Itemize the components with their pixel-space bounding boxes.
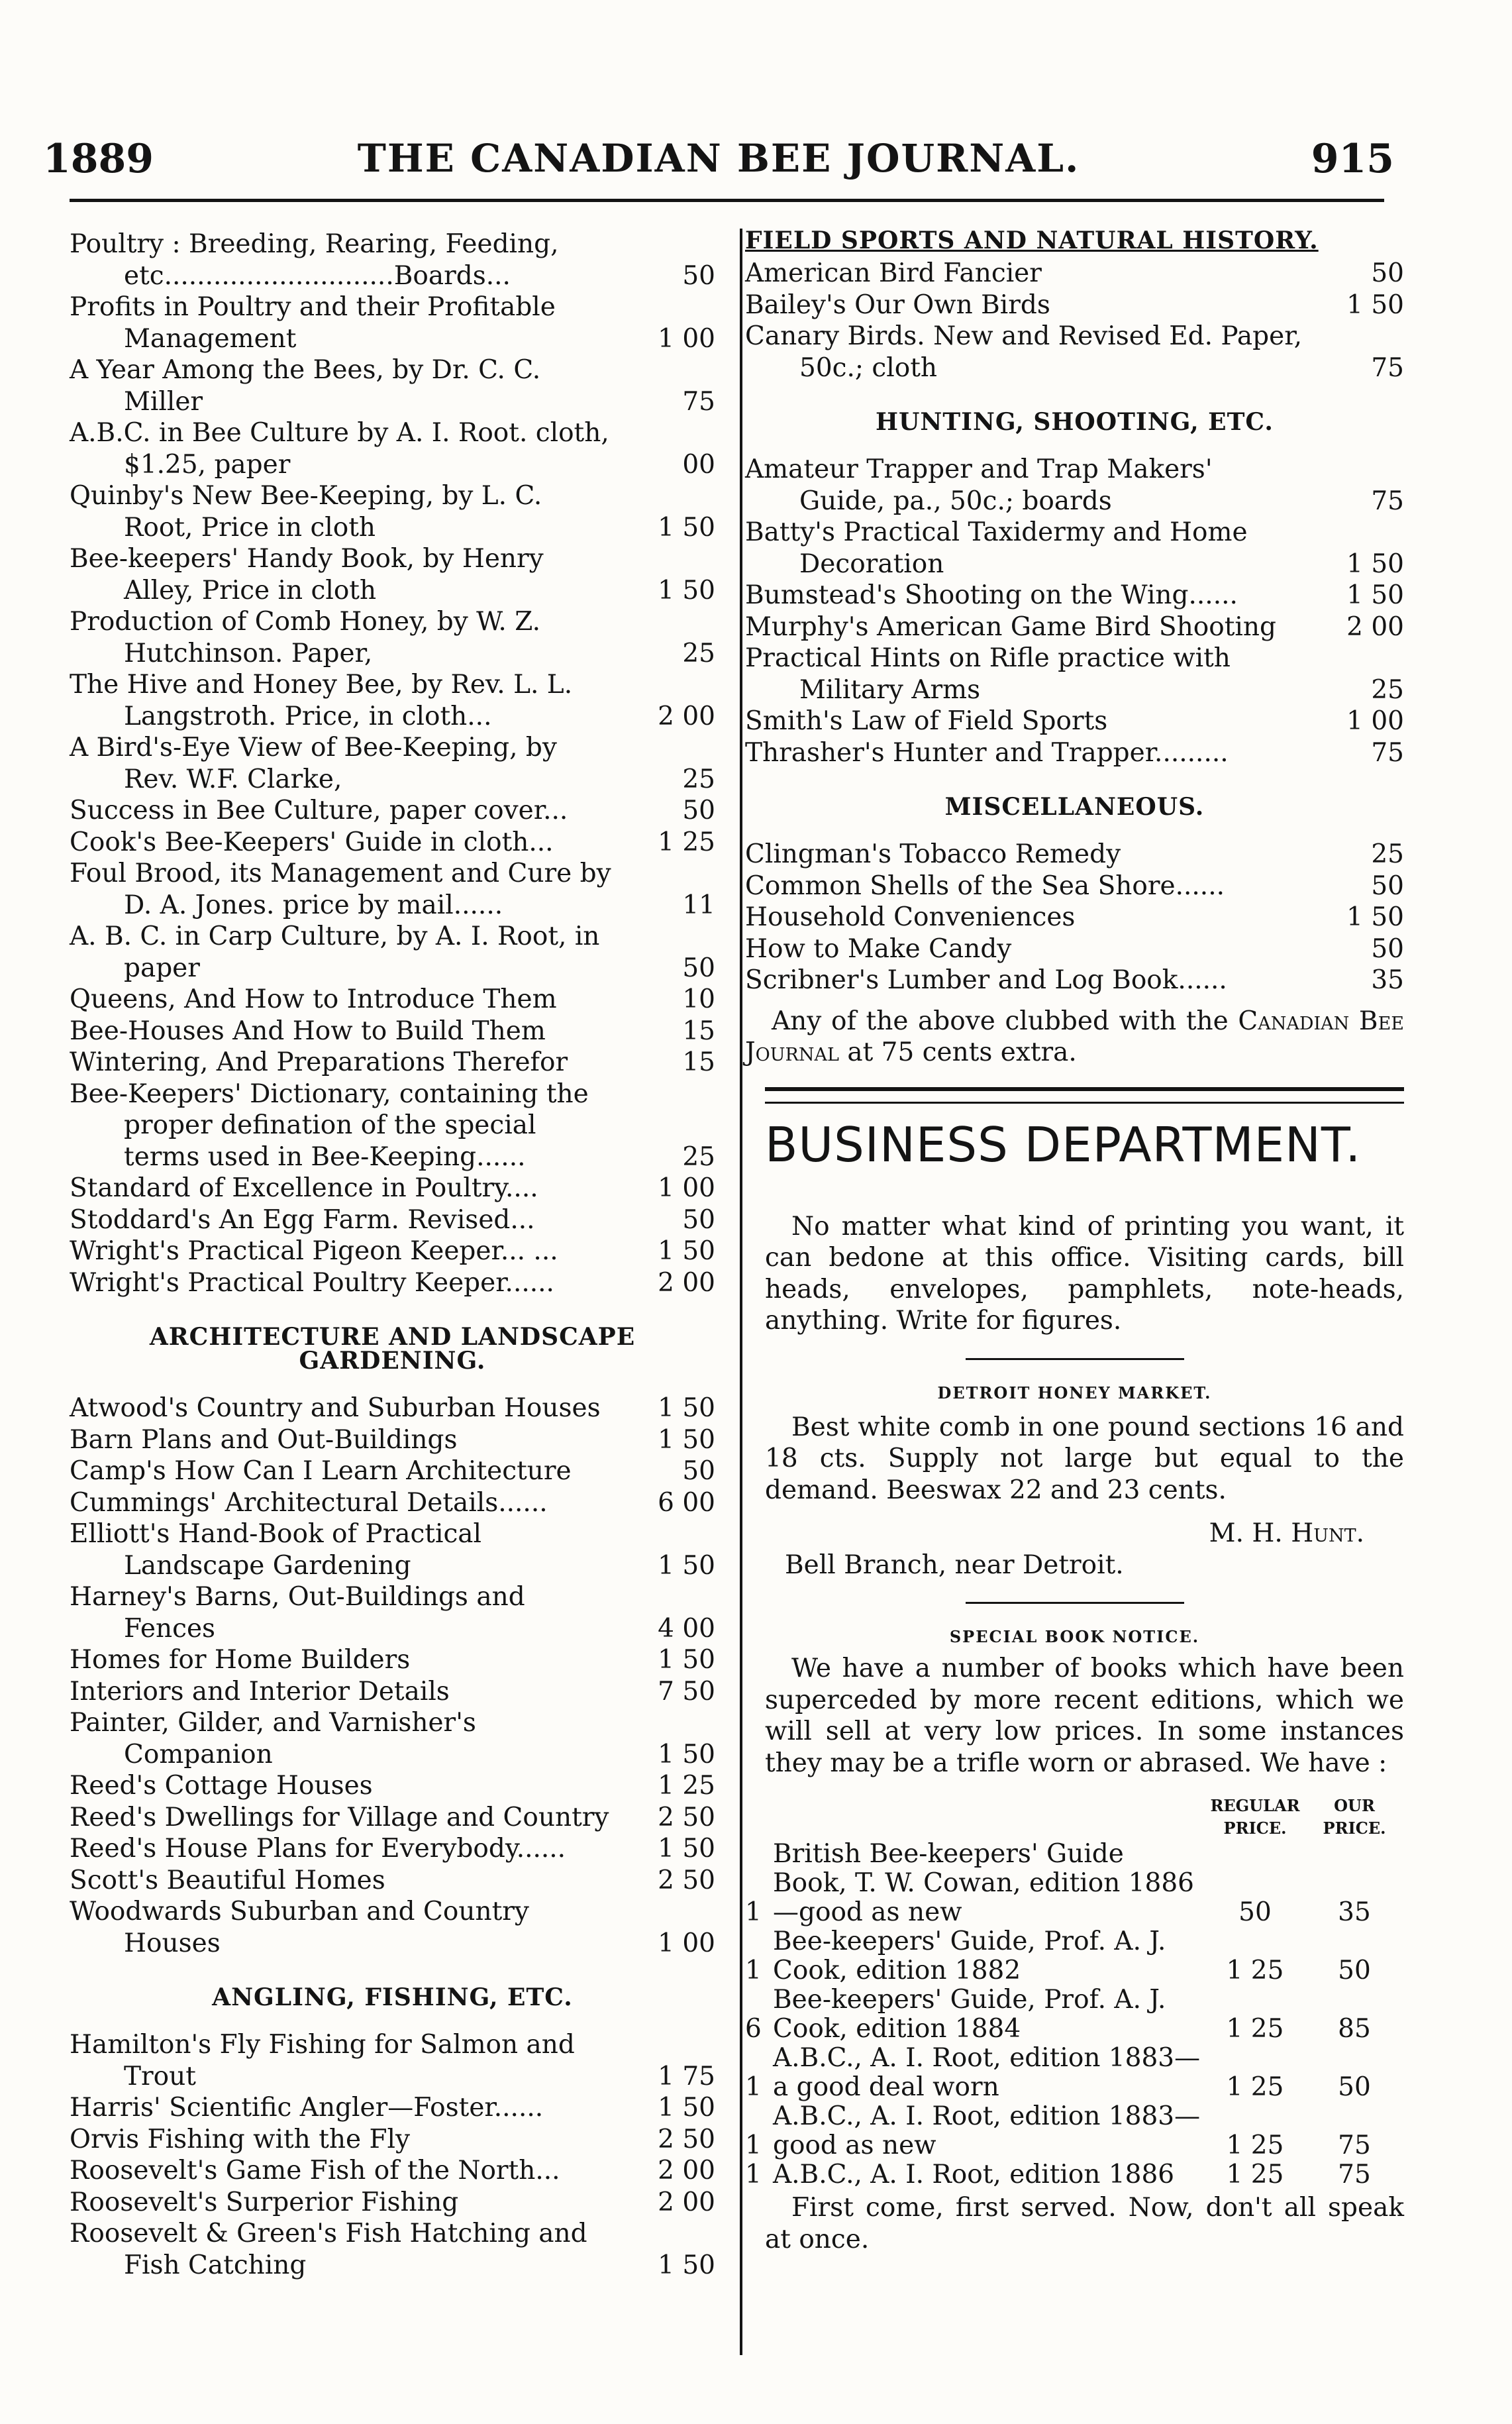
notice-rule [966,1602,1184,1604]
book-price: 1 50 [1346,290,1404,320]
club-note [745,1006,1404,1069]
book-price: 1 50 [658,1393,715,1423]
book-title: Bumstead's Shooting on the Wing...... [745,580,1238,610]
book-entry [70,2187,715,2219]
closing-text: First come, first served. Now, don't all speak at once. [765,2193,1404,2254]
book-title: Homes for Home Builders [70,1645,411,1675]
book-price: 1 50 [658,2250,715,2280]
header-rule [70,199,1384,202]
book-entry [70,1236,715,1267]
book-price: 50 [1371,258,1404,288]
book-title: Household Conveniences [745,902,1076,932]
business-text: No matter what kind of printing you want, it can bedone at this office. Visiting cards, bill heads, envelopes, pamphlets, note-heads, anything. Write for figures. [765,1211,1404,1336]
book-title: A.B.C. in Bee Culture by A. I. Root. cloth, $1.25, paper [70,418,609,480]
book-title: Reed's Cottage Houses [70,1771,373,1801]
market-address: Bell Branch, near Detroit. [785,1550,1124,1580]
book-price: 00 [682,449,715,480]
offer-regular-price: 1 25 [1226,2131,1284,2160]
book-price: 50 [682,260,715,291]
book-title: Bee-Houses And How to Build Them [70,1016,546,1046]
field-sports-list [745,258,1404,384]
book-title: Elliott's Hand-Book of Practical Landscape Gardening [70,1519,482,1581]
book-title: Bee-keepers' Handy Book, by Henry Alley, Price in cloth [70,544,544,606]
book-entry [745,902,1404,933]
book-price: 25 [1371,839,1404,869]
book-price: 1 50 [658,1236,715,1266]
book-price: 75 [682,386,715,417]
book-title: Canary Birds. New and Revised Ed. Paper, 50c.; cloth [745,321,1302,383]
offer-regular-price: 50 [1238,1897,1272,1927]
book-title: Quinby's New Bee-Keeping, by L. C. Root, Price in cloth [70,481,542,543]
notice-heading: SPECIAL BOOK NOTICE. [949,1627,1200,1646]
book-title: Woodwards Suburban and Country Houses [70,1897,529,1958]
regular-price-header: REGULAR PRICE. [1210,1796,1300,1838]
book-title: Reed's Dwellings for Village and Country [70,1802,609,1832]
club-note-journal: Canadian Bee Journal [745,1006,1404,1067]
book-price: 25 [682,764,715,794]
book-price: 2 00 [658,701,715,731]
book-entry [745,737,1404,769]
book-entry [70,669,715,732]
book-entry [70,2029,715,2092]
book-title: Common Shells of the Sea Shore...... [745,870,1225,901]
book-price: 50 [682,1204,715,1235]
book-price: 1 50 [1346,549,1404,579]
our-price-header: OUR PRICE. [1323,1796,1386,1838]
book-entry [70,827,715,859]
book-title: Bailey's Our Own Birds [745,290,1050,320]
book-title: American Bird Fancier [745,258,1042,288]
hunting-heading: HUNTING, SHOOTING, ETC. [876,408,1274,436]
book-entry [70,1079,715,1173]
book-title: Reed's House Plans for Everybody...... [70,1834,566,1864]
book-entry [745,258,1404,290]
book-entry [745,290,1404,321]
book-entry [745,580,1404,611]
book-title: Practical Hints on Rifle practice with Military Arms [745,643,1231,705]
book-entry [70,2218,715,2281]
book-entry [70,1016,715,1047]
book-title: Profits in Poultry and their Profitable Management [70,292,556,354]
book-title: Interiors and Interior Details [70,1676,450,1707]
offer-our-price: 75 [1338,2131,1371,2160]
book-title: Harney's Barns, Out-Buildings and Fences [70,1582,525,1644]
book-price: 15 [682,1016,715,1046]
offer-regular-price: 1 25 [1226,2014,1284,2044]
book-entry [70,1833,715,1865]
book-entry [70,858,715,921]
book-entry [70,543,715,606]
book-title: Bee-Keepers' Dictionary, containing the proper defination of the special terms used in Bee-Keeping...... [70,1079,589,1172]
book-price: 4 00 [658,1613,715,1644]
book-entry [70,921,715,984]
book-price: 50 [682,1456,715,1486]
offer-our-price: 50 [1338,1956,1371,1985]
book-entry [70,1455,715,1487]
book-price: 2 00 [658,2187,715,2217]
book-price: 1 50 [658,1834,715,1864]
offer-row [745,2160,1404,2189]
book-price: 1 50 [658,1550,715,1581]
book-title: A Bird's-Eye View of Bee-Keeping, by Rev. W.F. Clarke, [70,733,557,794]
book-price: 1 00 [658,323,715,354]
angling-heading: ANGLING, FISHING, ETC. [212,1983,573,2011]
book-price: 1 50 [658,1739,715,1769]
book-title: Scribner's Lumber and Log Book...... [745,965,1227,995]
book-price: 1 25 [658,1771,715,1801]
book-title: Roosevelt's Surperior Fishing [70,2187,459,2217]
book-entry [70,1424,715,1456]
book-title: Poultry : Breeding, Rearing, Feeding, etc............................Boards... [70,229,559,291]
book-entry [70,732,715,795]
offer-description: A.B.C., A. I. Root, edition 1883—a good deal worn [773,2043,1201,2102]
book-title: Smith's Law of Field Sports [745,706,1108,736]
book-title: Queens, And How to Introduce Them [70,984,557,1014]
book-price: 1 50 [1346,902,1404,932]
offer-row [745,1927,1404,1985]
offer-regular-price: 1 25 [1226,2072,1284,2102]
book-price: 1 50 [1346,580,1404,610]
field-sports-heading: FIELD SPORTS AND NATURAL HISTORY. [745,227,1319,254]
misc-list [745,839,1404,996]
book-entry [745,321,1404,384]
right-column [745,229,1404,2255]
book-entry [70,606,715,669]
book-price: 75 [1371,352,1404,383]
offer-qty: 1 [745,1897,762,1927]
hunting-list [745,454,1404,768]
book-price: 1 25 [658,827,715,857]
business-title: BUSINESS DEPARTMENT. [765,1116,1362,1173]
book-title: Atwood's Country and Suburban Houses [70,1393,601,1423]
book-title: A. B. C. in Carp Culture, by A. I. Root, in paper [70,922,600,983]
book-price: 10 [682,984,715,1014]
book-title: Orvis Fishing with the Fly [70,2124,411,2154]
book-entry [70,1581,715,1644]
book-title: Barn Plans and Out-Buildings [70,1424,458,1455]
book-price: 75 [1371,737,1404,768]
book-entry [745,517,1404,580]
offer-qty: 1 [745,2160,762,2189]
book-entry [745,611,1404,643]
book-price: 50 [1371,870,1404,901]
misc-heading: MISCELLANEOUS. [944,793,1205,821]
book-entry [70,1644,715,1676]
book-title: Cummings' Architectural Details...... [70,1487,548,1518]
book-price: 1 50 [658,575,715,606]
book-entry [70,795,715,827]
book-title: Success in Bee Culture, paper cover... [70,796,568,825]
book-title: Amateur Trapper and Trap Makers' Guide, pa., 50c.; boards [745,454,1213,516]
book-title: Scott's Beautiful Homes [70,1865,385,1895]
book-title: Wintering, And Preparations Therefor [70,1047,568,1077]
club-note-pre: Any of the above clubbed with the [772,1006,1238,1036]
book-title: A Year Among the Bees, by Dr. C. C. Miller [70,355,541,417]
book-price: 7 50 [658,1676,715,1707]
book-price: 1 50 [658,1645,715,1675]
book-entry [70,2155,715,2187]
book-title: Roosevelt's Game Fish of the North... [70,2156,560,2186]
book-title: Foul Brood, its Management and Cure by D. A. Jones. price by mail...... [70,859,611,920]
book-title: Wright's Practical Poultry Keeper...... [70,1267,554,1298]
offer-qty: 1 [745,2072,762,2102]
book-title: Camp's How Can I Learn Architecture [70,1456,572,1486]
book-title: How to Make Candy [745,933,1012,964]
architecture-heading: ARCHITECTURE AND LANDSCAPE GARDENING. [149,1323,636,1375]
book-price: 1 50 [658,512,715,543]
book-entry [745,454,1404,517]
book-entry [70,1047,715,1079]
book-entry [745,839,1404,870]
market-text: Best white comb in one pound sections 16 and 18 cts. Supply not large but equal to the demand. Beeswax 22 and 23 cents. [765,1412,1404,1505]
offer-qty: 6 [745,2014,762,2044]
offer-row [745,1985,1404,2044]
book-price: 25 [1371,674,1404,705]
offer-regular-price: 1 25 [1226,2160,1284,2189]
book-entry [70,1487,715,1519]
book-entry [70,1802,715,1834]
offer-our-price: 35 [1338,1897,1371,1927]
market-heading: DETROIT HONEY MARKET. [937,1383,1212,1402]
page-header [43,136,1394,195]
offer-description: A.B.C., A. I. Root, edition 1886 [773,2160,1175,2189]
book-title: Harris' Scientific Angler—Foster...... [70,2093,544,2123]
offer-description: Bee-keepers' Guide, Prof. A. J. Cook, edition 1882 [773,1926,1166,1985]
book-entry [70,417,715,480]
book-price: 2 50 [658,1802,715,1832]
book-price: 25 [682,1141,715,1172]
book-title: Batty's Practical Taxidermy and Home Decoration [745,517,1248,579]
book-price: 50 [1371,933,1404,964]
book-entry [70,1393,715,1424]
book-entry [70,1896,715,1959]
book-title: Roosevelt & Green's Fish Hatching and Fish Catching [70,2219,587,2280]
angling-list [70,2029,715,2281]
offers-header-row [745,1795,1404,1840]
book-price: 2 50 [658,2124,715,2154]
offer-description: A.B.C., A. I. Root, edition 1883—good as new [773,2101,1201,2160]
book-entry [70,2124,715,2156]
book-title: Painter, Gilder, and Varnisher's Companion [70,1708,476,1769]
book-title: Stoddard's An Egg Farm. Revised... [70,1204,535,1235]
offer-row [745,2102,1404,2160]
bee-books-list [70,229,715,1298]
book-price: 1 75 [658,2061,715,2091]
market-rule [966,1358,1184,1360]
book-price: 15 [682,1047,715,1077]
offer-our-price: 50 [1338,2072,1371,2102]
book-entry [745,643,1404,706]
book-price: 50 [682,953,715,983]
market-signature: M. H. Hunt. [1209,1518,1364,1548]
book-price: 1 00 [658,1173,715,1203]
book-price: 2 00 [658,1267,715,1298]
book-price: 25 [682,638,715,668]
offer-row [745,2044,1404,2102]
book-title: Cook's Bee-Keepers' Guide in cloth... [70,827,554,857]
book-entry [745,933,1404,965]
book-entry [70,1707,715,1770]
book-title: Production of Comb Honey, by W. Z. Hutchinson. Paper, [70,607,541,668]
section-double-rule [765,1087,1404,1104]
book-title: The Hive and Honey Bee, by Rev. L. L. Langstroth. Price, in cloth... [70,670,573,731]
book-title: Wright's Practical Pigeon Keeper... ... [70,1236,558,1266]
book-price: 75 [1371,486,1404,516]
offer-regular-price: 1 25 [1226,1956,1284,1985]
book-entry [70,1518,715,1581]
book-price: 6 00 [658,1487,715,1518]
offers-body [745,1840,1404,2189]
book-price: 1 00 [658,1928,715,1958]
offer-our-price: 75 [1338,2160,1371,2189]
offer-qty: 1 [745,1956,762,1985]
book-entry [70,480,715,543]
book-price: 1 50 [658,1424,715,1455]
journal-title: THE CANADIAN BEE JOURNAL. [357,136,1080,181]
book-entry [70,2092,715,2124]
book-title: Murphy's American Game Bird Shooting [745,611,1276,642]
book-entry [745,965,1404,996]
book-title: Clingman's Tobacco Remedy [745,839,1121,869]
book-entry [70,984,715,1016]
book-price: 1 00 [1346,706,1404,736]
book-price: 2 50 [658,1865,715,1895]
book-entry [70,291,715,354]
book-entry [70,1770,715,1802]
book-price: 35 [1371,965,1404,995]
book-title: Standard of Excellence in Poultry.... [70,1173,538,1203]
offers-table [745,1795,1404,2189]
architecture-list [70,1393,715,1959]
page-year: 1889 [43,136,154,182]
notice-text: We have a number of books which have been superceded by more recent editions, which we will sell at very low prices. In some instances they may be a trifle worn or abrased. We have : [765,1654,1404,1778]
page-number: 915 [1311,136,1394,182]
book-entry [70,229,715,291]
column-divider [740,229,742,2355]
offer-qty: 1 [745,2131,762,2160]
book-entry [70,354,715,417]
book-price: 1 50 [658,2093,715,2123]
offer-row [745,1840,1404,1927]
book-title: Hamilton's Fly Fishing for Salmon and Trout [70,2030,575,2091]
offer-description: Bee-keepers' Guide, Prof. A. J. Cook, edition 1884 [773,1985,1166,2044]
book-price: 11 [682,890,715,920]
offer-description: British Bee-keepers' Guide Book, T. W. Cowan, edition 1886—good as new [773,1839,1194,1927]
book-entry [745,870,1404,902]
book-entry [70,1865,715,1897]
book-price: 2 00 [1346,611,1404,642]
book-title: Thrasher's Hunter and Trapper......... [745,737,1229,768]
book-entry [70,1267,715,1299]
book-entry [70,1204,715,1236]
book-price: 2 00 [658,2156,715,2186]
book-entry [745,706,1404,737]
book-price: 50 [682,796,715,825]
book-entry [70,1676,715,1708]
left-column [70,229,715,2281]
club-note-post: at 75 cents extra. [838,1037,1077,1067]
book-entry [70,1173,715,1204]
offer-our-price: 85 [1338,2014,1371,2044]
